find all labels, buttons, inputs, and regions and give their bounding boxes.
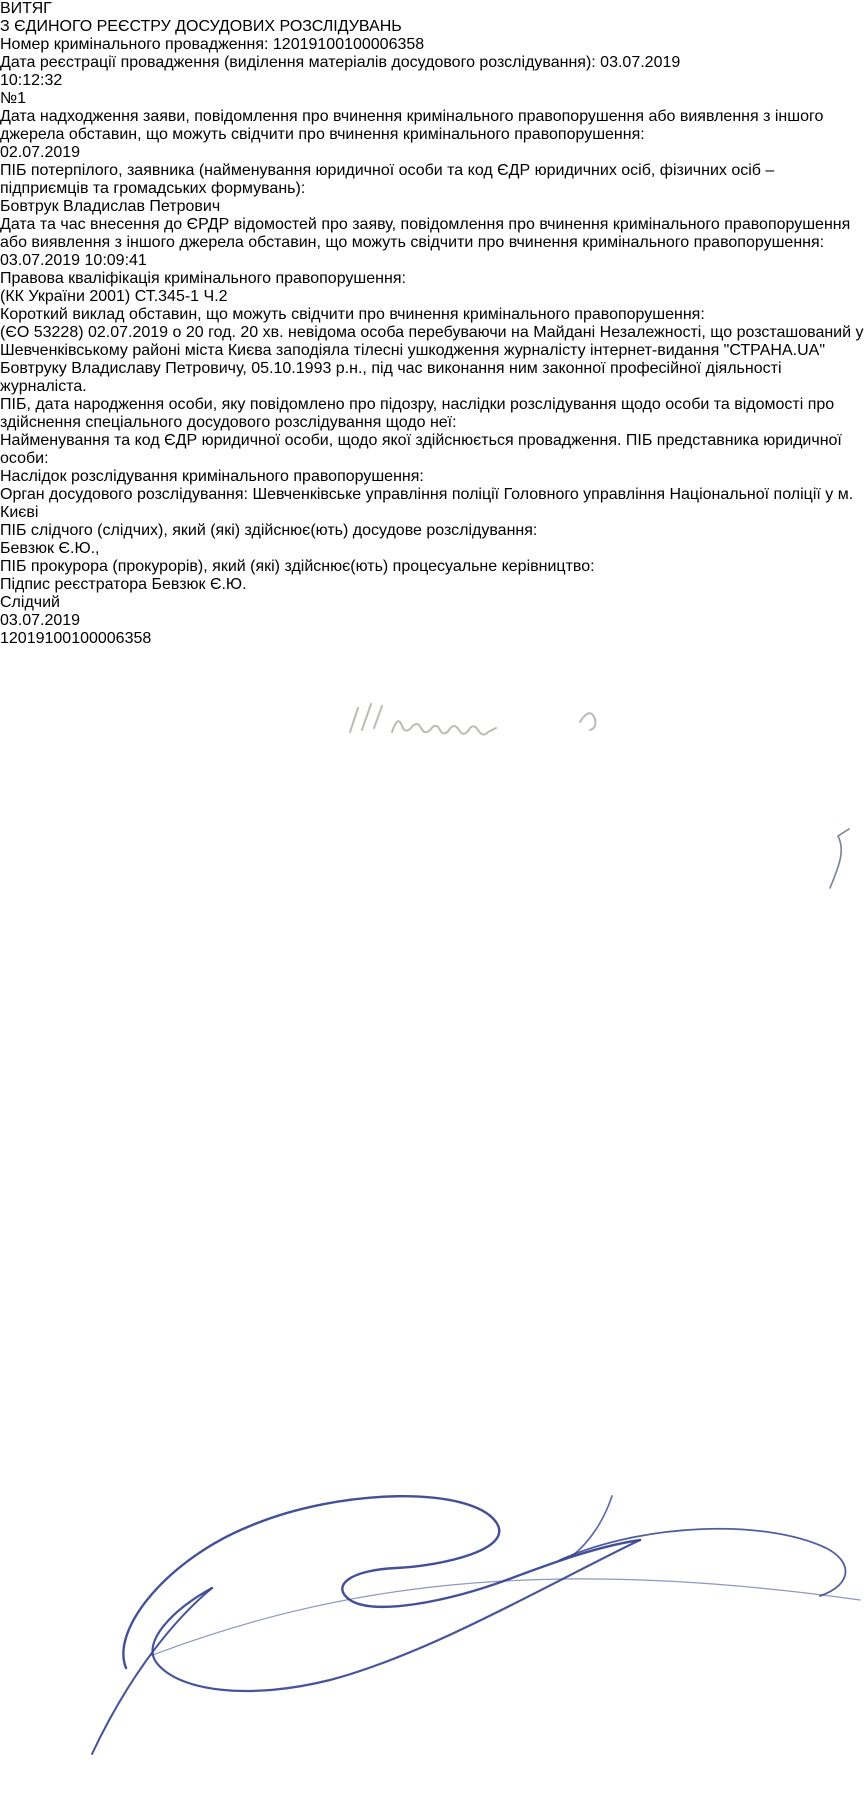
document-content	[0, 0, 864, 648]
table-row	[0, 162, 864, 216]
pen-marks-layer	[0, 648, 864, 1800]
registrar-name: Бевзюк Є.Ю.	[151, 576, 247, 593]
case-number-line: Номер кримінального провадження: 12019100100006358	[0, 36, 425, 53]
prosecutor-label: ПІБ прокурора (прокурорів), який (які) здійснює(ють) процесуальне керівництво:	[0, 558, 595, 575]
row-value: 02.07.2019	[0, 144, 81, 161]
outcome-label: Наслідок розслідування кримінального правопорушення:	[0, 468, 424, 485]
registrar-signature-row	[0, 576, 864, 594]
row-value: (КК України 2001) СТ.345-1 Ч.2	[0, 288, 228, 305]
barcode-number: 12019100100006358	[0, 630, 152, 647]
title-line-2: З ЄДИНОГО РЕЄСТРУ ДОСУДОВИХ РОЗСЛІДУВАНЬ	[0, 18, 402, 35]
investigator-row	[0, 522, 864, 558]
table-row	[0, 108, 864, 162]
row-label: Дата надходження заяви, повідомлення про вчинення кримінального правопорушення або виявлення з іншого джерела обставин, що можуть свідчити про вчинення кримінального правопорушення:	[0, 108, 824, 143]
row-value: 03.07.2019 10:09:41	[0, 252, 147, 269]
authority-line: Орган досудового розслідування: Шевченківське управління поліції Головного управління Національної поліції у м. Києві	[0, 486, 854, 521]
registrar-signature-label: Підпис реєстратора	[0, 576, 148, 593]
signature-icon	[92, 1496, 860, 1754]
row-value: Бовтрук Владислав Петрович	[0, 198, 221, 215]
row-label: Правова кваліфікація кримінального правопорушення:	[0, 270, 406, 287]
pen-mark-right-icon	[830, 829, 849, 888]
section-number: №1	[0, 90, 27, 107]
summary-heading: Короткий виклад обставин, що можуть свідчити про вчинення кримінального правопорушення:	[0, 306, 705, 323]
registration-date-block	[0, 54, 864, 90]
document-title	[0, 0, 864, 36]
signature-date: 03.07.2019	[0, 612, 81, 629]
role-label: Слідчий	[0, 594, 60, 611]
row-label: Дата та час внесення до ЄРДР відомостей про заяву, повідомлення про вчинення кримінального правопорушення або виявлення з іншого джерела обставин, що можуть свідчити про вчинення кримінального правопорушення:	[0, 216, 851, 251]
investigator-name: Бевзюк Є.Ю.,	[0, 540, 100, 557]
record-table	[0, 108, 864, 486]
table-row	[0, 270, 864, 306]
barcode	[0, 630, 864, 648]
registration-date-line: Дата реєстрації провадження (виділення матеріалів досудового розслідування): 03.07.2019	[0, 54, 681, 71]
legal-entity-clause: Найменування та код ЄДР юридичної особи, щодо якої здійснюється провадження. ПІБ представника юридичної особи:	[0, 432, 842, 467]
investigator-label: ПІБ слідчого (слідчих), який (які) здійснює(ють) досудове розслідування:	[0, 522, 538, 539]
suspect-clause: ПІБ, дата народження особи, яку повідомлено про підозру, наслідки розслідування щодо особи та відомості про здійснення спеціального досудового розслідування щодо неї:	[0, 396, 835, 431]
registration-time: 10:12:32	[0, 72, 63, 89]
table-row	[0, 216, 864, 270]
row-label: ПІБ потерпілого, заявника (найменування юридичної особи та код ЄДР юридичних осіб, фізичних осіб – підприємців та громадських формувань):	[0, 162, 775, 197]
handwriting-bleed-icon	[350, 704, 595, 735]
summary-text: (ЄО 53228) 02.07.2019 о 20 год. 20 хв. невідома особа перебуваючи на Майдані Незалежності, що розсташований у Шевченківському районі міста Києва заподіяла тілесні ушкодження журналісту інтернет-видання "СТРАНА.UA" Бовтруку Владиславу Петровичу, 05.10.1993 р.н., під час виконання ним законної професійної діяльності журналіста.	[0, 324, 864, 395]
title-line-1: ВИТЯГ	[0, 0, 52, 17]
